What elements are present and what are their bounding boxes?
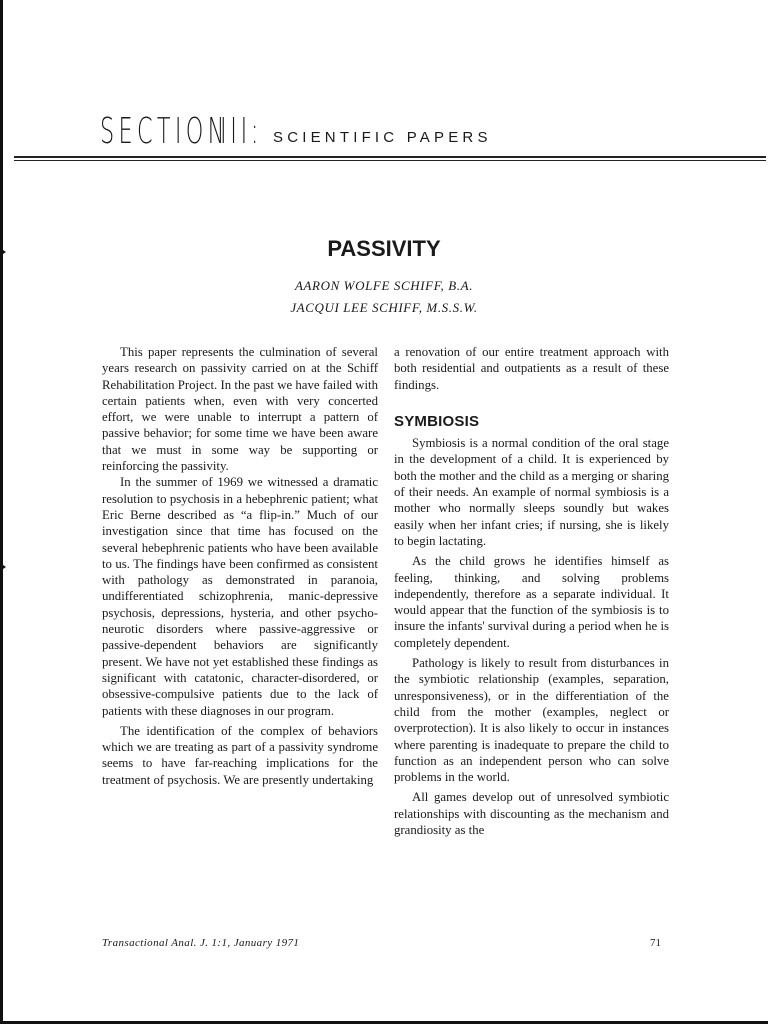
author-line: AARON WOLFE SCHIFF, B.A.	[294, 278, 474, 293]
right-column	[394, 344, 669, 838]
body-paragraph: In the summer of 1969 we witnessed a dramatic resolution to psychosis in a hebephrenic patient; what Eric Berne described as “a flip-in.” Much of our investigation since that time has focused on the several hebephrenic patients who have been available to us. The findings have been confirmed as consistent with pathology as demonstrated in paranoia, undifferentiated schizophrenia, manic-depressive psychosis, depressions, hysteria, and other psycho-neurotic disorders where passive-aggressive or passive-dependent behaviors are significantly present. We have not yet established these findings as significant with catatonic, character-disordered, or obsessive-compulsive patients due to the lack of patients with these diagnoses in our program.	[102, 475, 378, 718]
author-line: JACQUI LEE SCHIFF, M.S.S.W.	[290, 300, 478, 315]
section-label: SECTION	[100, 111, 229, 152]
body-paragraph: As the child grows he identifies himself as feeling, thinking, and solving problems independently, therefore as a separate individual. It would appear that the function of the symbiosis is to insure the infants' survival during a period when he is completely dependent.	[394, 554, 669, 650]
journal-citation: Transactional Anal. J. 1:1, January 1971	[102, 937, 300, 949]
body-paragraph-continuation: a renovation of our entire treatment approach with both residential and outpatients as a result of these findings.	[394, 345, 669, 392]
margin-mark-arrow-icon	[0, 563, 6, 571]
article-title: PASSIVITY	[327, 236, 441, 261]
header-rule	[14, 156, 766, 158]
body-paragraph: The identification of the complex of behaviors which we are treating as part of a passivity syndrome seems to have far-reaching implications for the treatment of psychosis. We are presently undertaking	[102, 723, 378, 787]
section-number: III:	[220, 111, 263, 152]
left-column	[102, 344, 378, 788]
body-paragraph: Pathology is likely to result from disturbances in the symbiotic relationship (examples, separation, unresponsiveness), or in the differentiation of the child from the mother (examples, neglect or overprotection). It is also likely to occur in instances where parenting is inadequate to prepare the child to function as an independent person who can solve problems in the world.	[394, 656, 669, 785]
body-paragraph: All games develop out of unresolved symbiotic relationships with discounting as the mechanism and grandiosity as the	[394, 790, 669, 838]
section-subtitle: SCIENTIFIC PAPERS	[273, 129, 492, 146]
body-paragraph: Symbiosis is a normal condition of the oral stage in the development of a child. It is experienced by both the mother and the child as a merging or sharing of their needs. An example of normal symbiosis is a mother who normally sleeps soundly but wakes easily when her infant cries; if nursing, she is likely to begin lactating.	[394, 436, 669, 548]
section-header	[100, 100, 700, 150]
body-paragraph: This paper represents the culmination of several years research on passivity carried on at the Schiff Rehabilitation Project. In the past we have failed with certain patients when, even with very concerted effort, we were unable to interrupt a pattern of passive behavior; for some time we have been aware that we must in some way be supporting or reinforcing the passivity.	[102, 345, 378, 474]
page-edge-left	[0, 0, 3, 1024]
page-number: 71	[650, 937, 661, 949]
header-rule-thin	[14, 160, 766, 161]
section-subheading: SYMBIOSIS	[394, 412, 480, 430]
